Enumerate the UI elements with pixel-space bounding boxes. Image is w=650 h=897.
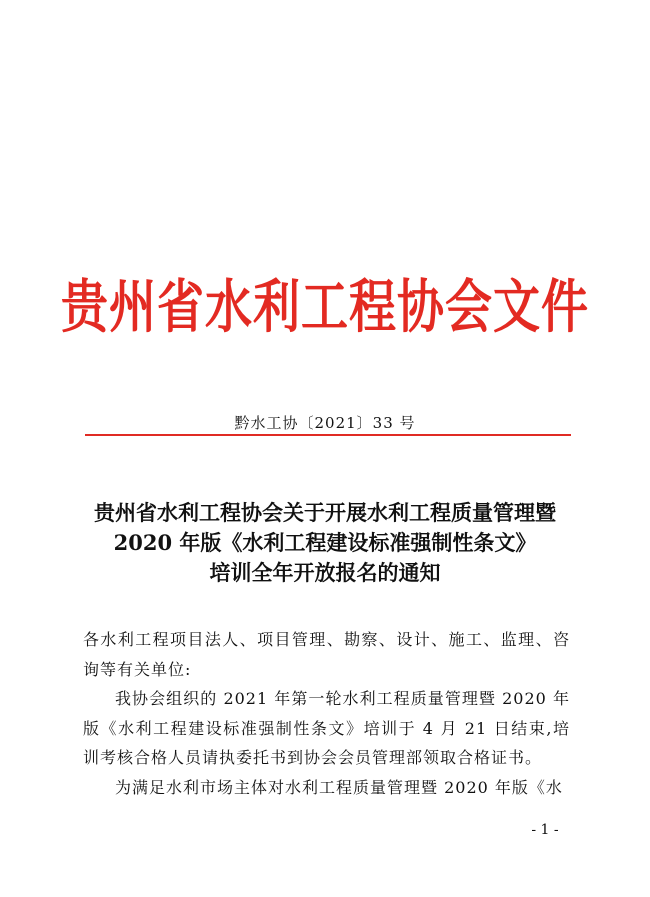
notice-body bbox=[83, 625, 570, 802]
page-number: - 1 - bbox=[531, 822, 559, 838]
notice-title-line-3: 培训全年开放报名的通知 bbox=[209, 560, 441, 585]
red-separator-line bbox=[85, 434, 571, 436]
document-number: 黔水工协〔2021〕33 号 bbox=[234, 414, 416, 432]
notice-title-line-1: 贵州省水利工程协会关于开展水利工程质量管理暨 bbox=[94, 500, 556, 525]
document-header-title: 贵州省水利工程协会文件 bbox=[61, 273, 589, 341]
addressee-paragraph: 各水利工程项目法人、项目管理、勘察、设计、施工、监理、咨询等有关单位: bbox=[83, 630, 570, 679]
notice-title bbox=[60, 498, 590, 588]
body-paragraph-1: 我协会组织的 2021 年第一轮水利工程质量管理暨 2020 年版《水利工程建设标准强制性条文》培训于 4 月 21 日结束,培训考核合格人员请执委托书到协会会员管理部领取合格证书。 bbox=[83, 689, 570, 767]
body-paragraph-2: 为满足水利市场主体对水利工程质量管理暨 2020 年版《水 bbox=[115, 777, 563, 797]
notice-title-line-2: 2020 年版《水利工程建设标准强制性条文》 bbox=[113, 530, 537, 555]
